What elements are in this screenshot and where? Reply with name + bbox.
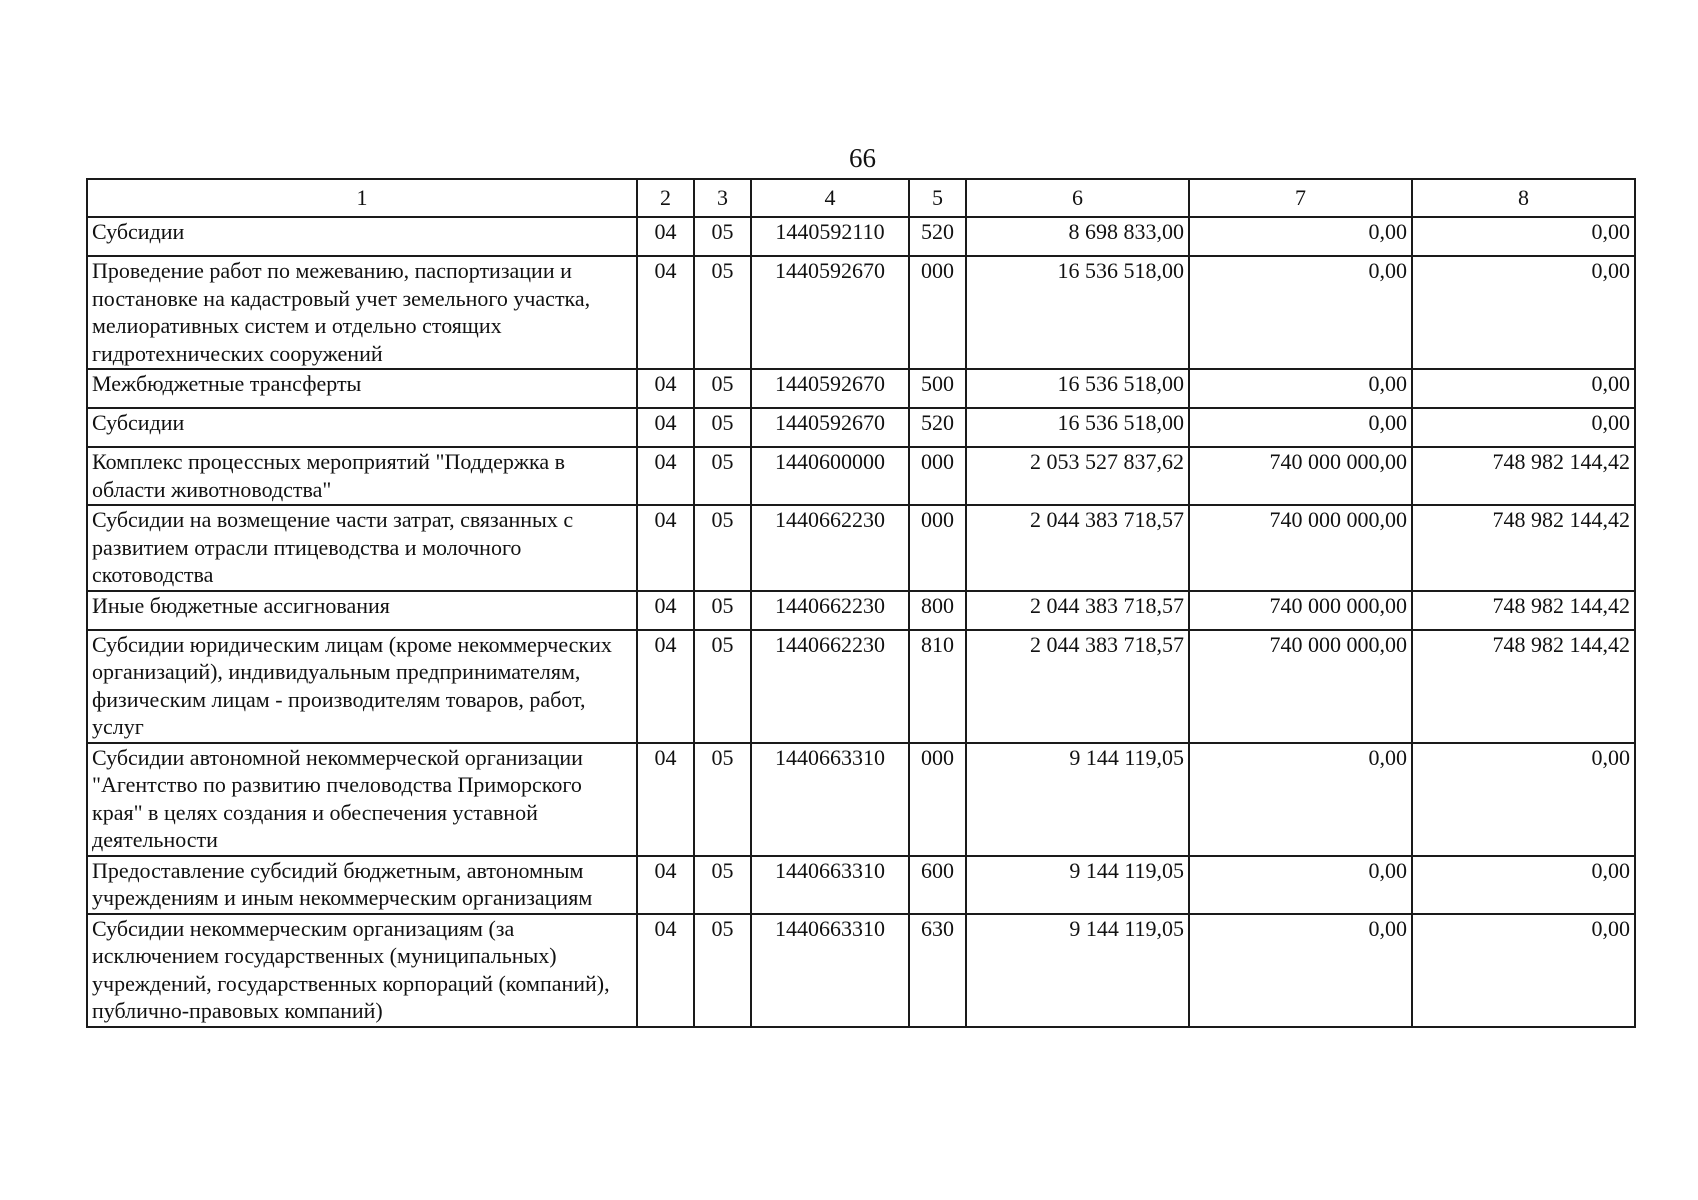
column-header: 7: [1189, 179, 1412, 217]
column-header: 8: [1412, 179, 1635, 217]
amount-col-7: 740 000 000,00: [1189, 505, 1412, 591]
section-code: 04: [637, 856, 694, 914]
section-code: 04: [637, 743, 694, 856]
subsection-code: 05: [694, 743, 751, 856]
target-article-code: 1440592670: [751, 369, 909, 408]
table-row: [87, 217, 1635, 256]
table-row: [87, 856, 1635, 914]
table-row: [87, 630, 1635, 743]
amount-col-8: 748 982 144,42: [1412, 505, 1635, 591]
amount-col-7: 740 000 000,00: [1189, 591, 1412, 630]
table-row: [87, 256, 1635, 369]
target-article-code: 1440662230: [751, 505, 909, 591]
expense-type-code: 000: [909, 256, 966, 369]
column-header: 5: [909, 179, 966, 217]
section-code: 04: [637, 217, 694, 256]
amount-col-6: 8 698 833,00: [966, 217, 1189, 256]
row-name: Предоставление субсидий бюджетным, автономным учреждениям и иным некоммерческим организациям: [87, 856, 637, 914]
amount-col-8: 0,00: [1412, 408, 1635, 447]
section-code: 04: [637, 256, 694, 369]
amount-col-6: 2 044 383 718,57: [966, 630, 1189, 743]
section-code: 04: [637, 408, 694, 447]
amount-col-8: 748 982 144,42: [1412, 591, 1635, 630]
amount-col-7: 0,00: [1189, 256, 1412, 369]
amount-col-8: 748 982 144,42: [1412, 447, 1635, 505]
table-row: [87, 505, 1635, 591]
amount-col-8: 0,00: [1412, 256, 1635, 369]
amount-col-6: 16 536 518,00: [966, 369, 1189, 408]
subsection-code: 05: [694, 217, 751, 256]
row-name: Межбюджетные трансферты: [87, 369, 637, 408]
budget-table: [86, 178, 1636, 1028]
expense-type-code: 000: [909, 505, 966, 591]
section-code: 04: [637, 630, 694, 743]
table-row: [87, 408, 1635, 447]
section-code: 04: [637, 447, 694, 505]
column-header: 3: [694, 179, 751, 217]
amount-col-6: 9 144 119,05: [966, 743, 1189, 856]
subsection-code: 05: [694, 256, 751, 369]
subsection-code: 05: [694, 591, 751, 630]
amount-col-6: 9 144 119,05: [966, 856, 1189, 914]
amount-col-6: 2 053 527 837,62: [966, 447, 1189, 505]
expense-type-code: 800: [909, 591, 966, 630]
amount-col-7: 0,00: [1189, 743, 1412, 856]
subsection-code: 05: [694, 505, 751, 591]
row-name: Субсидии: [87, 217, 637, 256]
section-code: 04: [637, 369, 694, 408]
column-header: 2: [637, 179, 694, 217]
subsection-code: 05: [694, 856, 751, 914]
amount-col-7: 0,00: [1189, 408, 1412, 447]
table-row: [87, 591, 1635, 630]
expense-type-code: 000: [909, 447, 966, 505]
table-row: [87, 914, 1635, 1027]
amount-col-8: 0,00: [1412, 914, 1635, 1027]
subsection-code: 05: [694, 914, 751, 1027]
row-name: Субсидии некоммерческим организациям (за исключением государственных (муниципальных) учреждений, государственных корпораций (компаний), публично-правовых компаний): [87, 914, 637, 1027]
amount-col-8: 0,00: [1412, 856, 1635, 914]
amount-col-7: 0,00: [1189, 914, 1412, 1027]
expense-type-code: 520: [909, 408, 966, 447]
target-article-code: 1440600000: [751, 447, 909, 505]
row-name: Субсидии автономной некоммерческой организации "Агентство по развитию пчеловодства Приморского края" в целях создания и обеспечения уставной деятельности: [87, 743, 637, 856]
target-article-code: 1440592670: [751, 408, 909, 447]
amount-col-6: 9 144 119,05: [966, 914, 1189, 1027]
row-name: Комплекс процессных мероприятий "Поддержка в области животноводства": [87, 447, 637, 505]
amount-col-8: 0,00: [1412, 369, 1635, 408]
table-header-row: [87, 179, 1635, 217]
expense-type-code: 520: [909, 217, 966, 256]
row-name: Субсидии: [87, 408, 637, 447]
subsection-code: 05: [694, 630, 751, 743]
expense-type-code: 000: [909, 743, 966, 856]
expense-type-code: 630: [909, 914, 966, 1027]
amount-col-6: 16 536 518,00: [966, 408, 1189, 447]
target-article-code: 1440592110: [751, 217, 909, 256]
expense-type-code: 600: [909, 856, 966, 914]
table-row: [87, 447, 1635, 505]
target-article-code: 1440663310: [751, 856, 909, 914]
row-name: Проведение работ по межеванию, паспортизации и постановке на кадастровый учет земельного участка, мелиоративных систем и отдельно стоящих гидротехнических сооружений: [87, 256, 637, 369]
target-article-code: 1440662230: [751, 630, 909, 743]
target-article-code: 1440663310: [751, 914, 909, 1027]
subsection-code: 05: [694, 369, 751, 408]
row-name: Иные бюджетные ассигнования: [87, 591, 637, 630]
amount-col-8: 748 982 144,42: [1412, 630, 1635, 743]
subsection-code: 05: [694, 408, 751, 447]
section-code: 04: [637, 505, 694, 591]
row-name: Субсидии на возмещение части затрат, связанных с развитием отрасли птицеводства и молочного скотоводства: [87, 505, 637, 591]
target-article-code: 1440663310: [751, 743, 909, 856]
amount-col-6: 16 536 518,00: [966, 256, 1189, 369]
target-article-code: 1440592670: [751, 256, 909, 369]
amount-col-7: 740 000 000,00: [1189, 630, 1412, 743]
table-row: [87, 743, 1635, 856]
column-header: 4: [751, 179, 909, 217]
amount-col-6: 2 044 383 718,57: [966, 591, 1189, 630]
subsection-code: 05: [694, 447, 751, 505]
amount-col-7: 740 000 000,00: [1189, 447, 1412, 505]
section-code: 04: [637, 914, 694, 1027]
column-header: 1: [87, 179, 637, 217]
section-code: 04: [637, 591, 694, 630]
amount-col-7: 0,00: [1189, 217, 1412, 256]
amount-col-8: 0,00: [1412, 217, 1635, 256]
amount-col-7: 0,00: [1189, 369, 1412, 408]
column-header: 6: [966, 179, 1189, 217]
amount-col-8: 0,00: [1412, 743, 1635, 856]
target-article-code: 1440662230: [751, 591, 909, 630]
row-name: Субсидии юридическим лицам (кроме некоммерческих организаций), индивидуальным предпринимателям, физическим лицам - производителям товаров, работ, услуг: [87, 630, 637, 743]
expense-type-code: 500: [909, 369, 966, 408]
page-number: 66: [849, 143, 876, 173]
amount-col-7: 0,00: [1189, 856, 1412, 914]
amount-col-6: 2 044 383 718,57: [966, 505, 1189, 591]
table-row: [87, 369, 1635, 408]
expense-type-code: 810: [909, 630, 966, 743]
